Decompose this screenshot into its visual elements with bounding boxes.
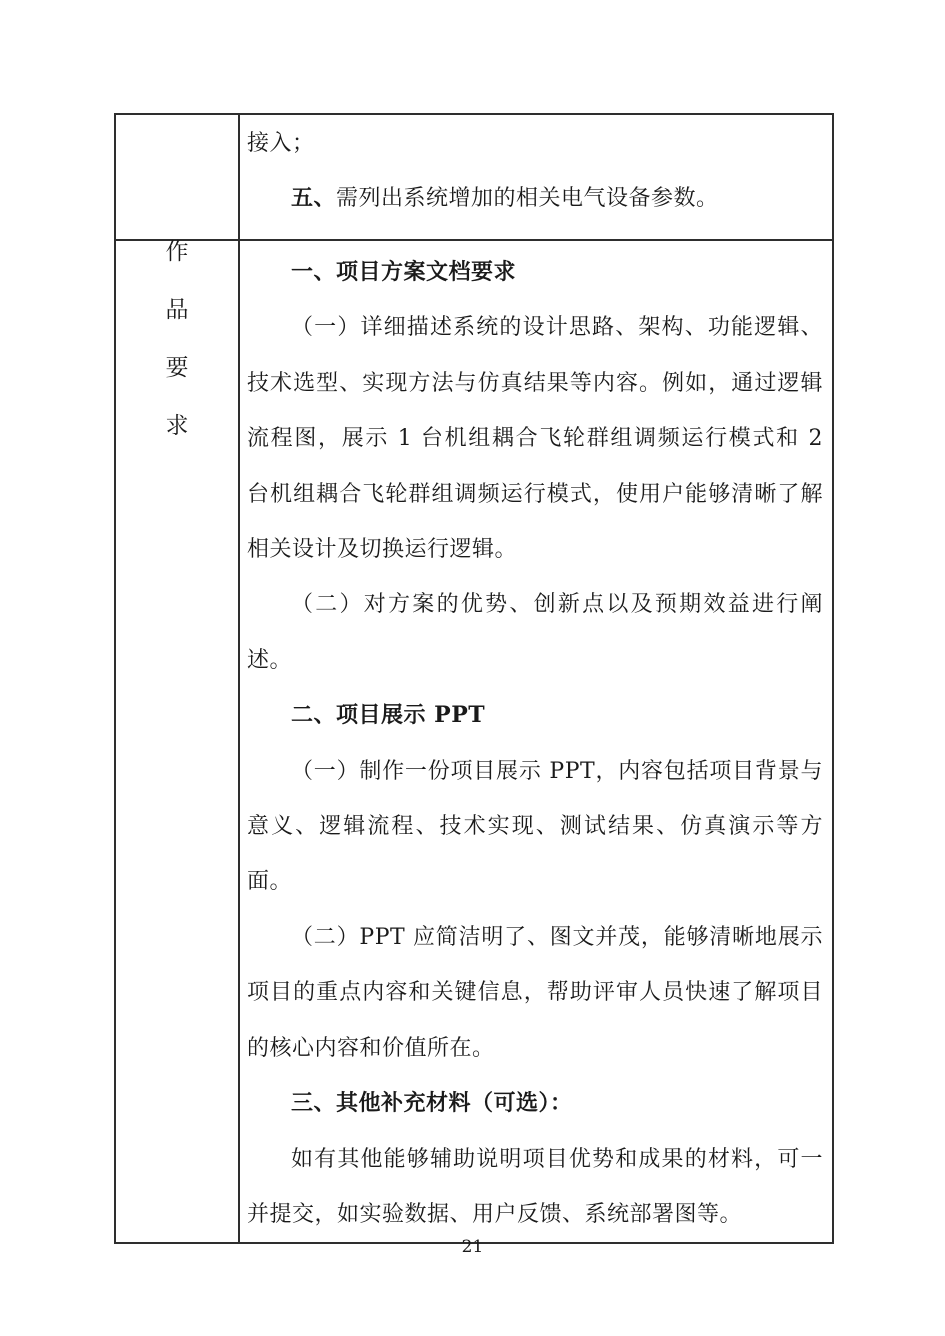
- body-paragraph: （二）对方案的优势、创新点以及预期效益进行阐述。: [247, 592, 823, 673]
- row1-label-cell: [115, 114, 239, 240]
- item-five-line: [247, 171, 823, 226]
- table-row: [115, 240, 833, 1243]
- continuation-line: 接入；: [247, 131, 315, 156]
- body-paragraph: （一）详细描述系统的设计思路、架构、功能逻辑、技术选型、实现方法与仿真结果等内容。例如，通过逻辑流程图，展示 1 台机组耦合飞轮群组调频运行模式和 2 台机组耦合飞轮群组调频运行模式，使用户能够清晰了解相关设计及切换运行逻辑。: [247, 315, 823, 563]
- row2-content-cell: [239, 240, 833, 1243]
- section-heading: 一、项目方案文档要求: [291, 259, 517, 285]
- page-number: 21: [461, 1237, 484, 1257]
- vertical-label-work-requirements: [116, 241, 238, 438]
- body-paragraph: （二）PPT 应简洁明了、图文并茂，能够清晰地展示项目的重点内容和关键信息，帮助评审人员快速了解项目的核心内容和价值所在。: [247, 924, 823, 1061]
- requirements-paragraphs: [240, 241, 832, 1242]
- vertical-label-char: 品: [165, 297, 189, 323]
- body-paragraph: 如有其他能够辅助说明项目优势和成果的材料，可一并提交，如实验数据、用户反馈、系统部署图等。: [247, 1146, 823, 1227]
- row2-label-cell: [115, 240, 239, 1243]
- item-five-text: 需列出系统增加的相关电气设备参数。: [336, 186, 719, 212]
- vertical-label-char: 要: [165, 355, 189, 381]
- section-heading: 三、其他补充材料（可选）：: [291, 1090, 573, 1117]
- body-paragraph: （一）制作一份项目展示 PPT，内容包括项目背景与意义、逻辑流程、技术实现、测试结果、仿真演示等方面。: [247, 758, 823, 895]
- vertical-label-char: 作: [165, 239, 189, 265]
- row1-content-cell: [239, 114, 833, 240]
- vertical-label-char: 求: [165, 413, 189, 439]
- section-heading: 二、项目展示 PPT: [291, 702, 486, 729]
- item-five-number: 五、: [291, 185, 337, 212]
- table-row: [115, 114, 833, 240]
- requirements-table: [114, 113, 834, 1244]
